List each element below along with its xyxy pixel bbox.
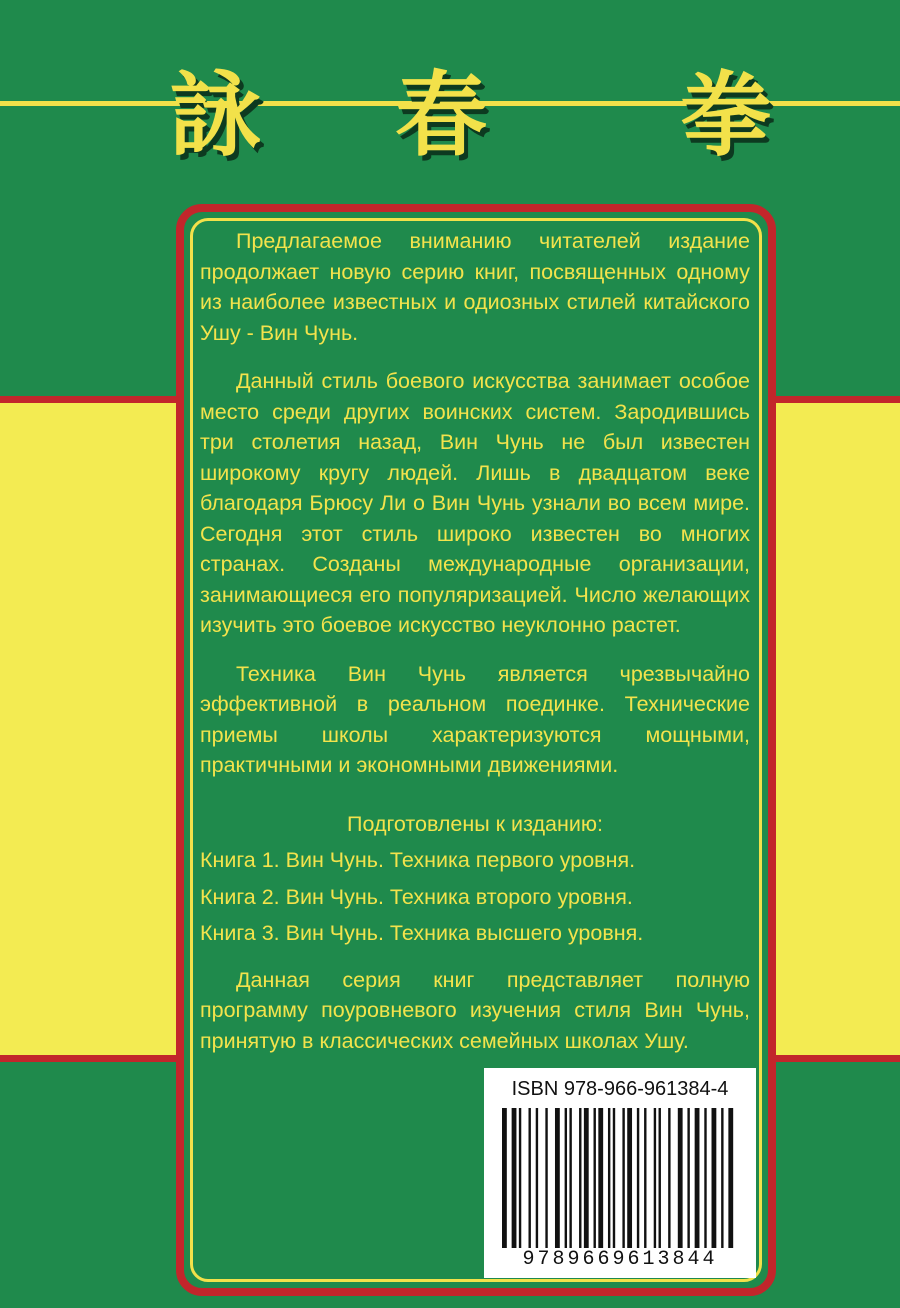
barcode-bar: [622, 1108, 624, 1248]
blurb-paragraph-3: Техника Вин Чунь является чрезвычайно эффективной в реальном поединке. Технические приемы школы характеризуются мощными, практичными и экономными движениями.: [200, 661, 750, 777]
barcode-bar: [555, 1108, 560, 1248]
barcode-bar: [654, 1108, 656, 1248]
isbn-label: ISBN 978-966-961384-4: [511, 1078, 729, 1100]
barcode-bar: [584, 1108, 589, 1248]
book-list-item-3: Книга 3. Вин Чунь. Техника высшего уровня.: [200, 921, 644, 945]
book-list-item-2: Книга 2. Вин Чунь. Техника второго уровня.: [200, 884, 633, 909]
prepared-heading: Подготовлены к изданию:: [347, 811, 603, 836]
barcode-bar: [627, 1108, 632, 1248]
barcode-bar: [512, 1108, 517, 1248]
title-glyph-1: 詠: [170, 61, 263, 169]
barcode-bar: [594, 1108, 596, 1248]
barcode-bar: [678, 1108, 683, 1248]
barcode-bar: [704, 1108, 706, 1248]
barcode-bar: [695, 1108, 700, 1248]
left-yellow-band: [0, 396, 190, 1062]
barcode-bar: [721, 1108, 723, 1248]
barcode-bar: [536, 1108, 538, 1248]
blurb-paragraph-2: Данный стиль боевого искусства занимает особое место среди других воинских систем. Зародившись три столетия назад, Вин Чунь не был известен широкому кругу людей. Лишь в двадцатом веке благодаря Брюсу Ли о Вин Чунь узнали во всем мире. Сегодня этот стиль широко известен во многих странах. Созданы международные организации, занимающиеся его популяризацией. Число желающих изучить это боевое искусство неуклонно растет.: [200, 369, 750, 637]
barcode-bar: [728, 1108, 733, 1248]
barcode: [502, 1108, 738, 1248]
right-yellow-band: [768, 396, 900, 1062]
barcode-bar: [598, 1108, 603, 1248]
blurb-paragraph-1: Предлагаемое вниманию читателей издание продолжает новую серию книг, посвященных одному из наиболее известных и одиозных стилей китайского Ушу - Вин Чунь.: [200, 229, 750, 345]
barcode-bar: [545, 1108, 547, 1248]
blurb-text: [200, 226, 750, 1074]
isbn-barcode-box: [484, 1068, 756, 1278]
book-list-item-1: Книга 1. Вин Чунь. Техника первого уровня.: [200, 848, 636, 872]
barcode-bar: [637, 1108, 639, 1248]
barcode-bar: [579, 1108, 581, 1248]
blurb-paragraph-4: Данная серия книг представляет полную программу поуровневого изучения стиля Вин Чунь, принятую в классических семейных школах Ушу.: [200, 967, 750, 1053]
barcode-bar: [644, 1108, 646, 1248]
barcode-bar: [613, 1108, 615, 1248]
barcode-bar: [569, 1108, 571, 1248]
barcode-bar: [528, 1108, 530, 1248]
barcode-bar: [565, 1108, 567, 1248]
chinese-title: [150, 55, 810, 175]
barcode-bar: [502, 1108, 507, 1248]
barcode-digits: 9789669613844: [522, 1248, 718, 1271]
title-glyph-3: 拳: [680, 61, 773, 169]
barcode-bar: [712, 1108, 717, 1248]
barcode-bar: [519, 1108, 521, 1248]
barcode-bar: [668, 1108, 670, 1248]
title-glyph-2: 春: [395, 61, 488, 169]
barcode-bar: [659, 1108, 661, 1248]
barcode-bar: [687, 1108, 689, 1248]
barcode-bar: [608, 1108, 610, 1248]
